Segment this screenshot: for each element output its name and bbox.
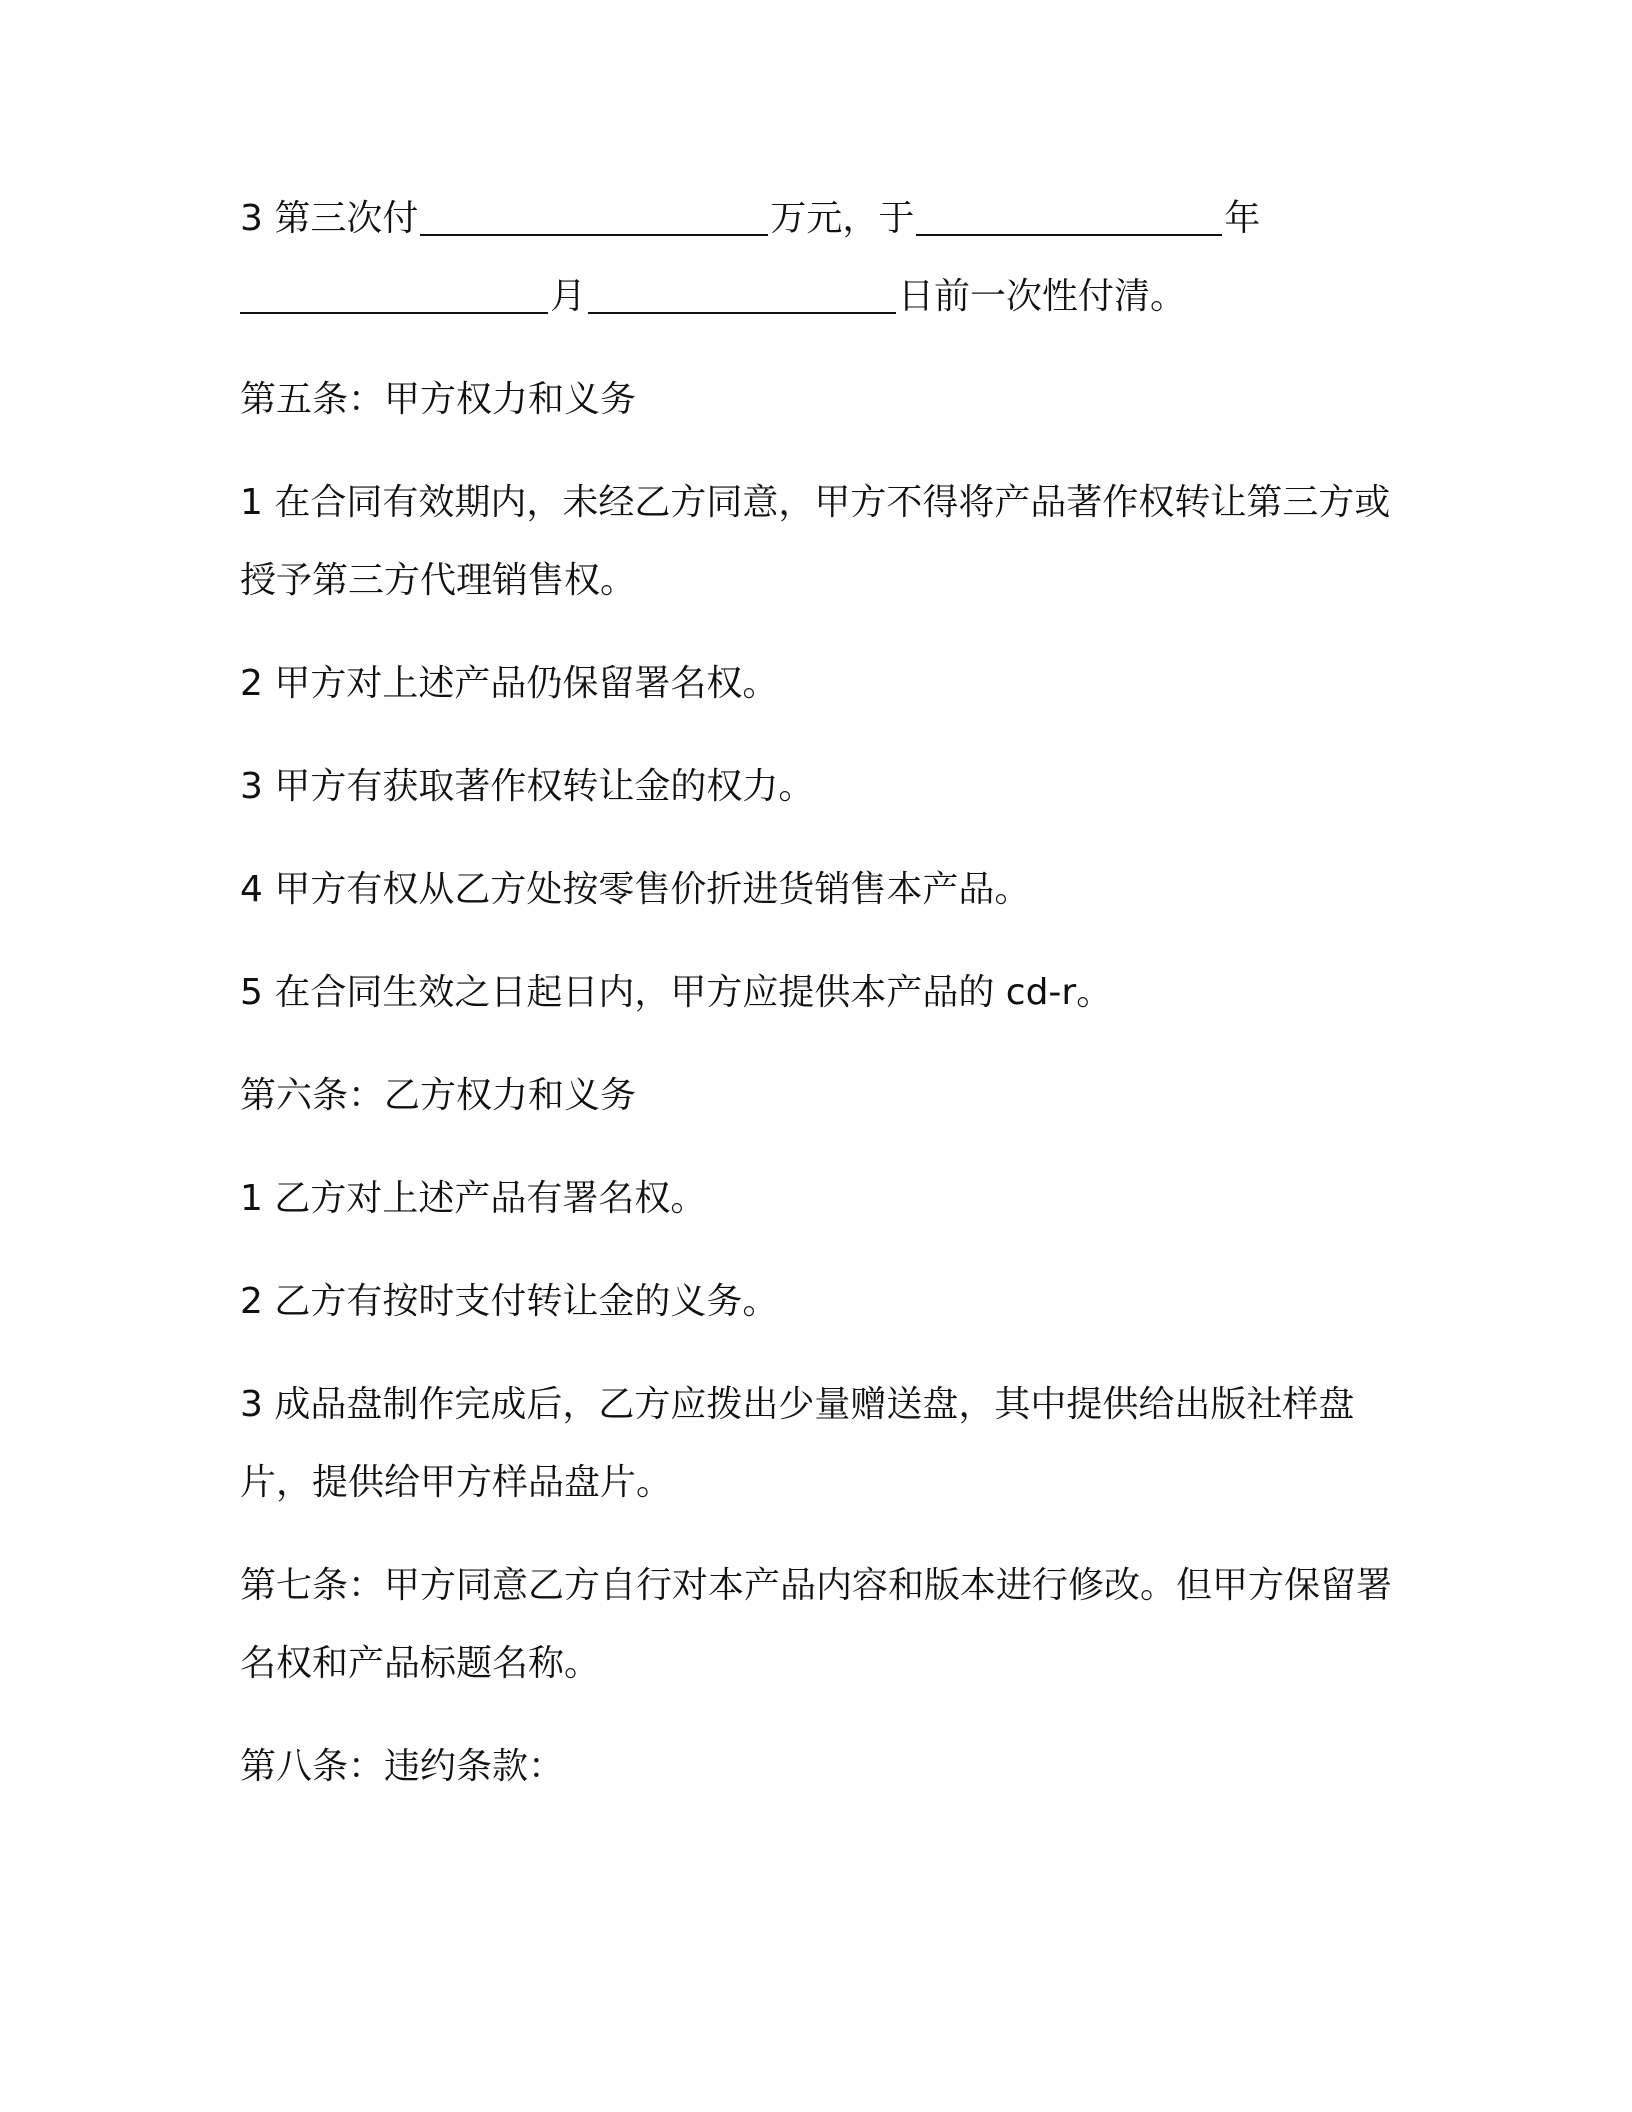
article-6-item-1: 1 乙方对上述产品有署名权。 bbox=[240, 1178, 707, 1219]
month-blank bbox=[240, 276, 548, 314]
year-unit: 年 bbox=[1224, 198, 1261, 239]
article-6-heading: 第六条：乙方权力和义务 bbox=[240, 1075, 637, 1116]
document-body bbox=[240, 180, 1400, 1831]
article-5-item-4: 4 甲方有权从乙方处按零售价折进货销售本产品。 bbox=[240, 869, 1031, 910]
payment-clause bbox=[240, 180, 1400, 336]
article-5-item-1: 1 在合同有效期内，未经乙方同意，甲方不得将产品著作权转让第三方或授予第三方代理销售权。 bbox=[240, 482, 1391, 601]
article-6-item-2: 2 乙方有按时支付转让金的义务。 bbox=[240, 1281, 779, 1322]
article-8-heading: 第八条：违约条款： bbox=[240, 1746, 565, 1787]
day-blank bbox=[588, 276, 896, 314]
year-blank bbox=[916, 198, 1222, 236]
article-5-item-5: 5 在合同生效之日起日内，甲方应提供本产品的 cd-r。 bbox=[240, 972, 1113, 1013]
article-7: 第七条：甲方同意乙方自行对本产品内容和版本进行修改。但甲方保留署名权和产品标题名称。 bbox=[240, 1565, 1393, 1684]
payment-prefix: 3 第三次付 bbox=[240, 198, 419, 239]
article-5-heading: 第五条：甲方权力和义务 bbox=[240, 379, 637, 420]
amount-blank bbox=[420, 198, 768, 236]
day-suffix: 日前一次性付清。 bbox=[898, 276, 1187, 317]
article-5-item-2: 2 甲方对上述产品仍保留署名权。 bbox=[240, 663, 779, 704]
month-unit: 月 bbox=[550, 276, 587, 317]
article-5-item-3: 3 甲方有获取著作权转让金的权力。 bbox=[240, 766, 815, 807]
amount-unit: 万元，于 bbox=[770, 198, 915, 239]
article-6-item-3: 3 成品盘制作完成后，乙方应拨出少量赠送盘，其中提供给出版社样盘片，提供给甲方样品盘片。 bbox=[240, 1384, 1355, 1503]
